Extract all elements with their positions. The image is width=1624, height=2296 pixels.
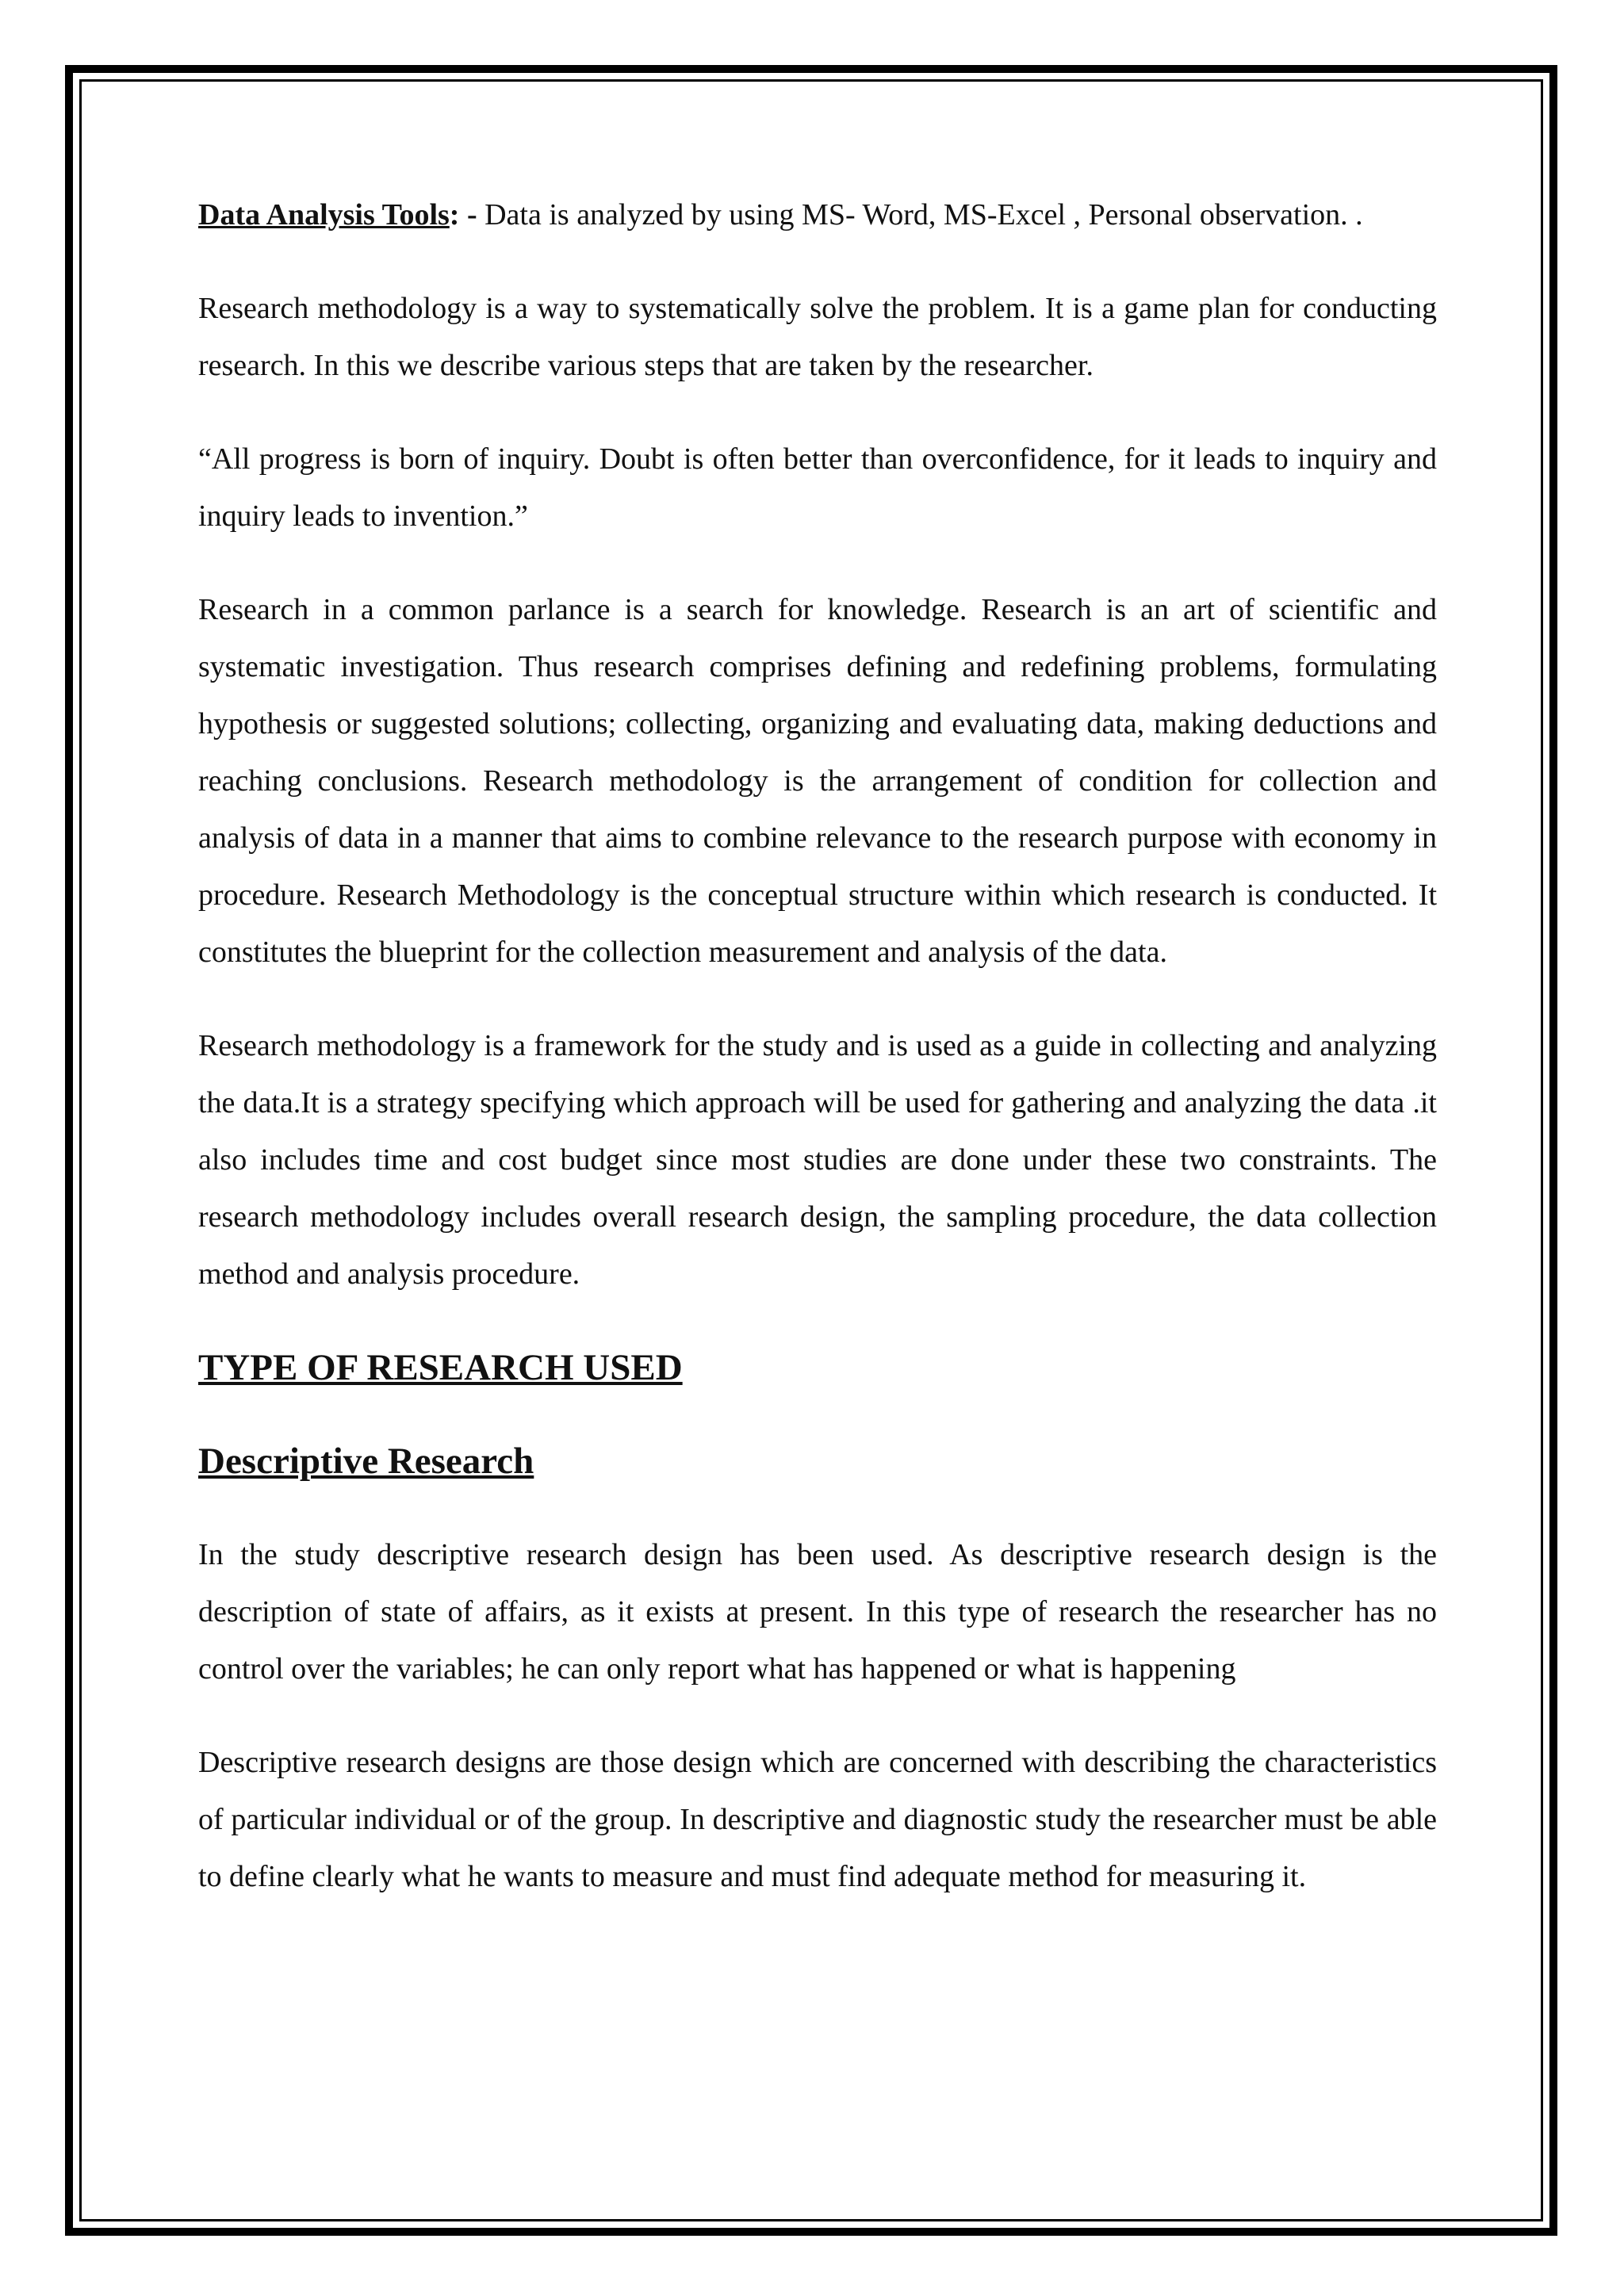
methodology-intro-paragraph: Research methodology is a way to systematically solve the problem. It is a game plan for conducting research. In this we describe various steps that are taken by the researcher. [198,292,1437,382]
research-definition-paragraph: Research in a common parlance is a search for knowledge. Research is an art of scientific and systematic investigation. Thus research comprises defining and redefining problems, formulating hypothesis or suggested solutions; collecting, organizing and evaluating data, making deductions and reaching conclusions. Research methodology is the arrangement of condition for collection and analysis of data in a manner that aims to combine relevance to the research purpose with economy in procedure. Research Methodology is the conceptual structure within which research is conducted. It constitutes the blueprint for the collection measurement and analysis of the data. [198,593,1437,969]
data-analysis-tools-label: Data Analysis Tools [198,198,450,232]
type-of-research-heading: TYPE OF RESEARCH USED [198,1347,683,1388]
label-separator: : - [449,198,477,232]
descriptive-research-heading: Descriptive Research [198,1441,534,1482]
descriptive-characteristics-paragraph: Descriptive research designs are those design which are concerned with describing the characteristics of particular individual or of the group. In descriptive and diagnostic study the researcher must be able to define clearly what he wants to measure and must find adequate method for measuring it. [198,1746,1437,1893]
data-analysis-tools-text: Data is analyzed by using MS- Word, MS-Excel , Personal observation. . [485,198,1363,232]
descriptive-design-paragraph: In the study descriptive research design has been used. As descriptive research design is the description of state of affairs, as it exists at present. In this type of research the researcher has no control over the variables; he can only report what has happened or what is happening [198,1538,1437,1686]
data-analysis-tools-paragraph [198,186,1437,243]
inquiry-quote: “All progress is born of inquiry. Doubt is often better than overconfidence, for it leads to inquiry and inquiry leads to invention.” [198,442,1437,533]
document-body [198,186,1437,1942]
methodology-framework-paragraph: Research methodology is a framework for the study and is used as a guide in collecting and analyzing the data.It is a strategy specifying which approach will be used for gathering and analyzing the data .it also includes time and cost budget since most studies are done under these two constraints. The research methodology includes overall research design, the sampling procedure, the data collection method and analysis procedure. [198,1029,1437,1291]
